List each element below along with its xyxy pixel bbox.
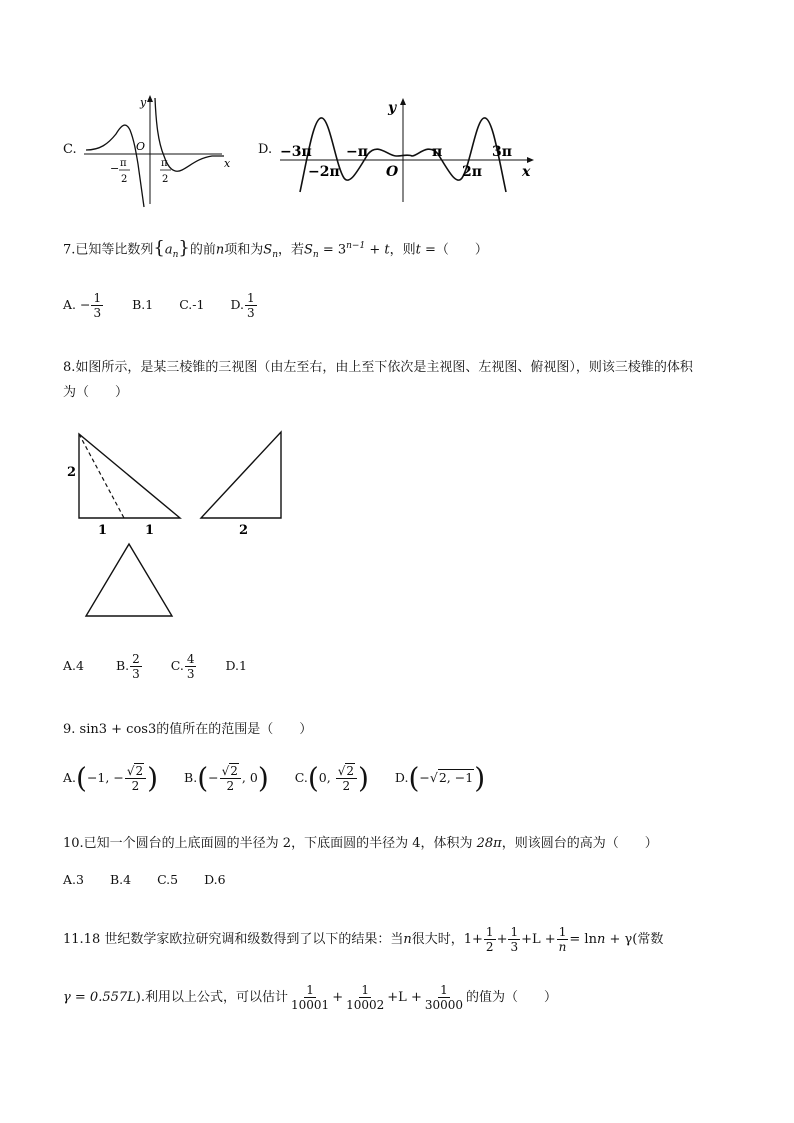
- c-x-label: x: [224, 157, 231, 170]
- option-d-graph: [278, 94, 540, 206]
- question-11-line1: 11.18 世纪数学家欧拉研究调和级数得到了以下的结果：当n很大时，1+ $\frac{1}{2}$ + $\frac{1}{3}$ +L + $\frac{1}{n}$ = lnn + γ(常数: [63, 925, 664, 954]
- option-d-label: D.: [258, 142, 273, 157]
- q9-option-b[interactable]: B.(− $\frac{√2}{2}$ , 0): [184, 761, 269, 794]
- q7-option-d[interactable]: D. $\frac{1}{3}$: [230, 291, 255, 320]
- q10-option-d[interactable]: D.6: [204, 872, 226, 887]
- front-view: [79, 434, 180, 518]
- d-y-arrow-icon: [400, 98, 406, 105]
- q9-options: [63, 761, 486, 794]
- question-10: 10.已知一个圆台的上底面圆的半径为 2，下底面圆的半径为 4，体积为 28π，则该圆台的高为（ ）: [63, 836, 658, 851]
- side-base-label: 2: [239, 523, 249, 538]
- q7-option-a[interactable]: A. − $\frac{1}{3}$: [63, 291, 102, 320]
- option-c-graph: [80, 92, 235, 210]
- c-minus: −: [110, 162, 120, 175]
- q9-option-d[interactable]: D.(−√2, −1): [394, 761, 486, 794]
- front-base-label-2: 1: [145, 523, 155, 538]
- front-height-label: 2: [67, 465, 77, 480]
- c-neg-pi-num: π: [120, 158, 127, 169]
- d-tick-neg2pi: −2π: [308, 164, 340, 180]
- side-view: [201, 432, 281, 518]
- front-view-hidden-edge: [79, 434, 124, 518]
- q8-options: [63, 653, 247, 680]
- three-view-figure: [62, 428, 290, 624]
- c-pi-num: π: [161, 158, 168, 169]
- d-tick-negpi: −π: [346, 144, 368, 160]
- top-view: [86, 544, 172, 616]
- question-9: 9. sin3 + cos3的值所在的范围是（ ）: [63, 722, 313, 737]
- q7-options: [63, 292, 258, 319]
- d-tick-3pi: 3π: [492, 144, 512, 160]
- d-x-label: x: [522, 164, 531, 180]
- q10-option-b[interactable]: B.4: [109, 872, 132, 887]
- c-pi-den: 2: [162, 174, 169, 185]
- option-c-label: C.: [63, 142, 77, 157]
- d-tick-2pi: 2π: [462, 164, 482, 180]
- q9-option-a[interactable]: A.(−1, − $\frac{√2}{2}$ ): [63, 761, 159, 794]
- q7-option-b[interactable]: B.1: [132, 297, 154, 312]
- question-8-line1: 8.如图所示，是某三棱锥的三视图（由左至右，由上至下依次是主视图、左视图、俯视图），则该三棱锥的体积: [63, 360, 693, 375]
- d-origin-label: O: [386, 164, 399, 180]
- d-y-label: y: [388, 100, 397, 116]
- q8-option-c[interactable]: C. $\frac{4}{3}$: [170, 652, 195, 681]
- d-tick-neg3pi: −3π: [280, 144, 312, 160]
- question-8-line2: 为（ ）: [63, 385, 129, 400]
- q8-option-a[interactable]: A.4: [63, 658, 84, 673]
- q8-option-b[interactable]: B. $\frac{2}{3}$: [115, 652, 140, 681]
- q10-option-c[interactable]: C.5: [157, 872, 179, 887]
- q8-option-d[interactable]: D.1: [225, 658, 247, 673]
- q7-option-c[interactable]: C.-1: [179, 297, 205, 312]
- c-origin-label: O: [136, 140, 146, 153]
- q10-option-a[interactable]: A.3: [63, 872, 84, 887]
- c-y-arrow-icon: [147, 95, 153, 102]
- front-base-label-1: 1: [98, 523, 108, 538]
- c-y-label: y: [140, 96, 147, 109]
- question-11-line2: γ = 0.557L).利用以上公式，可以估计 $\frac{1}{10001}$ + $\frac{1}{10002}$ +L + $\frac{1}{30000}$ 的值为（ ）: [63, 983, 558, 1012]
- q10-options: [63, 872, 226, 887]
- d-tick-pi: π: [432, 144, 443, 160]
- question-7: 7.已知等比数列$\{a_n\}$的前n项和为$S_n$，若$S_n = 3^{n-1} + t$，则t =（ ）: [63, 237, 488, 260]
- c-neg-pi-den: 2: [121, 174, 128, 185]
- d-x-arrow-icon: [527, 157, 534, 163]
- q9-option-c[interactable]: C.(0, $\frac{√2}{2}$ ): [294, 761, 369, 794]
